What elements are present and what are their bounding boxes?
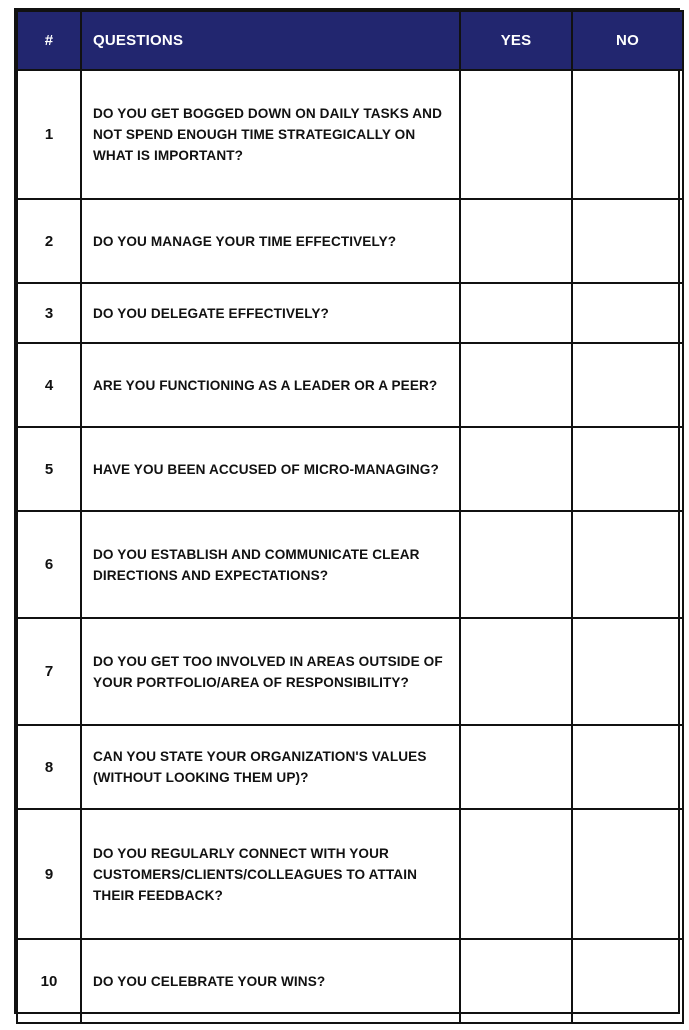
question-text: DO YOU GET TOO INVOLVED IN AREAS OUTSIDE OF YOUR PORTFOLIO/AREA OF RESPONSIBILITY?	[81, 618, 460, 725]
yes-answer-cell[interactable]	[460, 343, 572, 427]
no-answer-cell[interactable]	[572, 809, 683, 939]
yes-answer-cell[interactable]	[460, 427, 572, 511]
header-number: #	[17, 11, 81, 70]
no-answer-cell[interactable]	[572, 70, 683, 199]
yes-answer-cell[interactable]	[460, 199, 572, 283]
no-answer-cell[interactable]	[572, 343, 683, 427]
table-row	[17, 283, 683, 343]
no-answer-cell[interactable]	[572, 427, 683, 511]
question-text: DO YOU MANAGE YOUR TIME EFFECTIVELY?	[81, 199, 460, 283]
question-text: DO YOU DELEGATE EFFECTIVELY?	[81, 283, 460, 343]
yes-answer-cell[interactable]	[460, 618, 572, 725]
question-text: CAN YOU STATE YOUR ORGANIZATION'S VALUES (WITHOUT LOOKING THEM UP)?	[81, 725, 460, 809]
no-answer-cell[interactable]	[572, 199, 683, 283]
question-number: 10	[17, 939, 81, 1023]
table-row	[17, 939, 683, 1023]
question-number: 8	[17, 725, 81, 809]
no-answer-cell[interactable]	[572, 725, 683, 809]
question-text: HAVE YOU BEEN ACCUSED OF MICRO-MANAGING?	[81, 427, 460, 511]
no-answer-cell[interactable]	[572, 618, 683, 725]
no-answer-cell[interactable]	[572, 283, 683, 343]
question-number: 1	[17, 70, 81, 199]
question-text: ARE YOU FUNCTIONING AS A LEADER OR A PEER?	[81, 343, 460, 427]
table-row	[17, 427, 683, 511]
table-row	[17, 511, 683, 618]
header-yes: YES	[460, 11, 572, 70]
yes-answer-cell[interactable]	[460, 939, 572, 1023]
table-row	[17, 725, 683, 809]
question-number: 3	[17, 283, 81, 343]
no-answer-cell[interactable]	[572, 939, 683, 1023]
table-row	[17, 70, 683, 199]
question-number: 6	[17, 511, 81, 618]
yes-answer-cell[interactable]	[460, 725, 572, 809]
question-number: 9	[17, 809, 81, 939]
table-row	[17, 343, 683, 427]
questionnaire-table	[16, 10, 684, 1024]
table-row	[17, 618, 683, 725]
question-number: 5	[17, 427, 81, 511]
question-number: 4	[17, 343, 81, 427]
question-number: 7	[17, 618, 81, 725]
question-text: DO YOU REGULARLY CONNECT WITH YOUR CUSTOMERS/CLIENTS/COLLEAGUES TO ATTAIN THEIR FEEDBACK?	[81, 809, 460, 939]
question-number: 2	[17, 199, 81, 283]
yes-answer-cell[interactable]	[460, 283, 572, 343]
table-header-row	[17, 11, 683, 70]
question-text: DO YOU GET BOGGED DOWN ON DAILY TASKS AND NOT SPEND ENOUGH TIME STRATEGICALLY ON WHAT IS IMPORTANT?	[81, 70, 460, 199]
questionnaire-sheet	[14, 8, 680, 1014]
no-answer-cell[interactable]	[572, 511, 683, 618]
yes-answer-cell[interactable]	[460, 809, 572, 939]
header-questions: QUESTIONS	[81, 11, 460, 70]
table-row	[17, 199, 683, 283]
yes-answer-cell[interactable]	[460, 70, 572, 199]
header-no: NO	[572, 11, 683, 70]
question-text: DO YOU ESTABLISH AND COMMUNICATE CLEAR DIRECTIONS AND EXPECTATIONS?	[81, 511, 460, 618]
question-text: DO YOU CELEBRATE YOUR WINS?	[81, 939, 460, 1023]
yes-answer-cell[interactable]	[460, 511, 572, 618]
table-row	[17, 809, 683, 939]
